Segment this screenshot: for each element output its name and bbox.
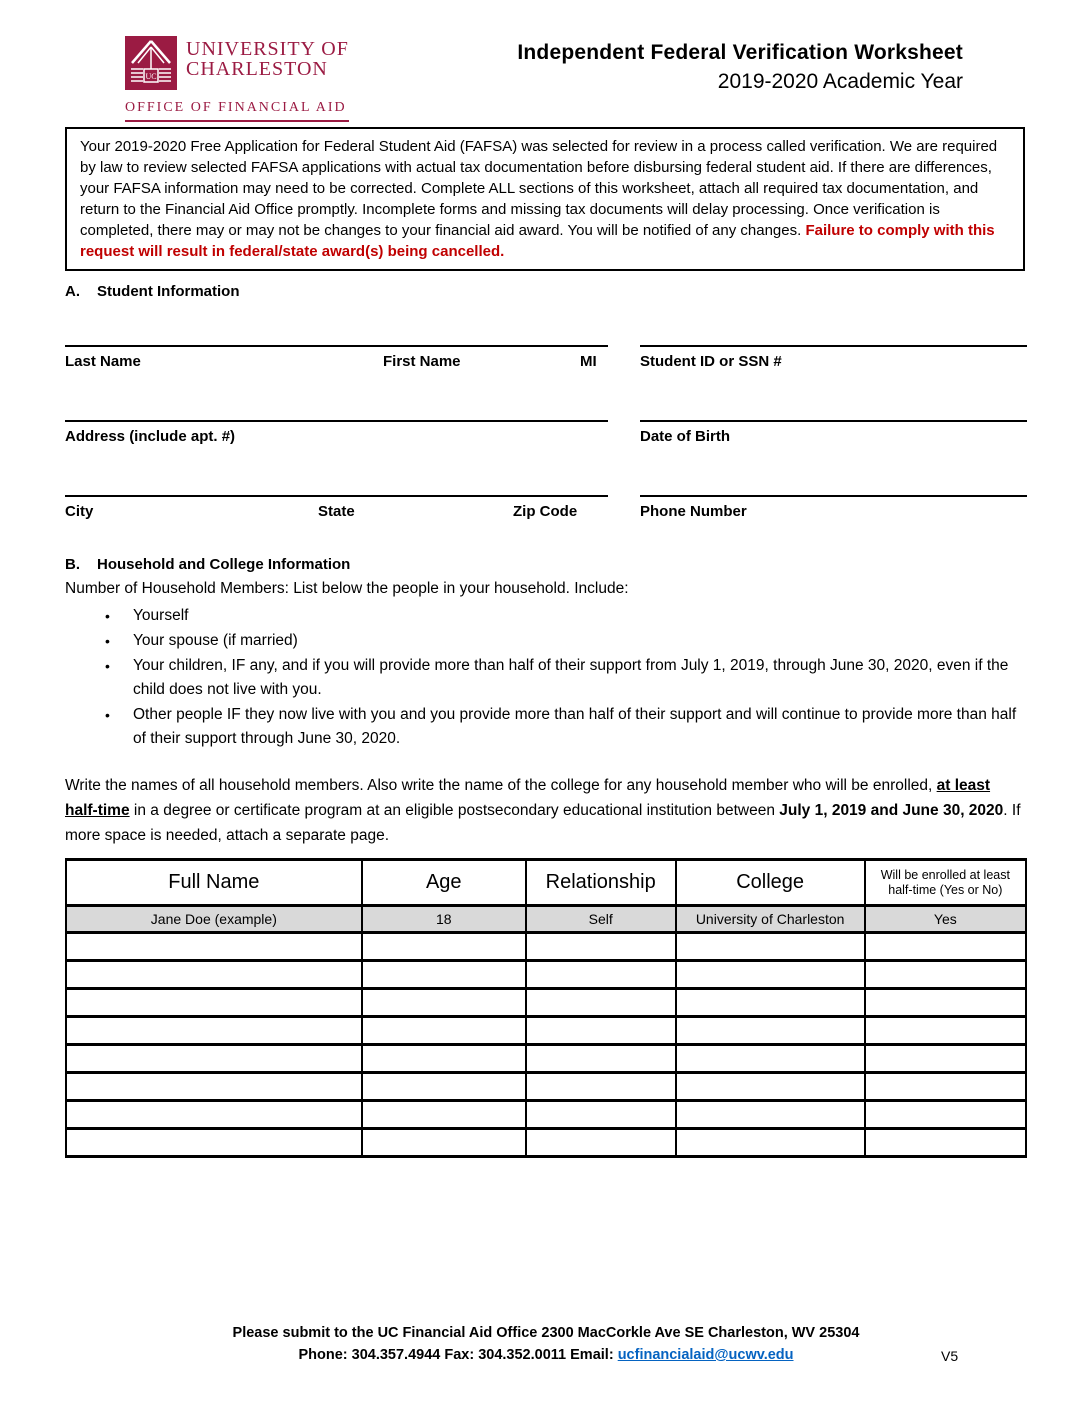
table-cell-empty (66, 1101, 362, 1129)
date-of-birth-label: Date of Birth (640, 428, 730, 445)
office-of-financial-aid-label: OFFICE OF FINANCIAL AID (125, 100, 349, 122)
list-item: • Your children, IF any, and if you will provide more than half of their support from July 1, 2019, through June 30, 2020, even if the child does not live with you. (65, 654, 1027, 702)
household-members-instruction: Number of Household Members: List below the people in your household. Include: (65, 580, 629, 597)
column-header-age: Age (362, 860, 526, 906)
table-cell-empty (362, 1101, 526, 1129)
paragraph-text: in a degree or certificate program at an eligible postsecondary educational institution between (129, 802, 780, 819)
example-half-time: Yes (865, 906, 1026, 933)
list-item: • Yourself (65, 604, 1027, 628)
version-label: V5 (941, 1348, 959, 1364)
table-row (66, 1129, 1026, 1157)
university-name-line1: UNIVERSITY OF (186, 38, 349, 60)
table-row (66, 961, 1026, 989)
table-cell-empty (676, 933, 865, 961)
table-cell-empty (362, 1073, 526, 1101)
table-cell-empty (865, 1045, 1026, 1073)
section-a-letter: A. (65, 283, 80, 300)
table-cell-empty (865, 1017, 1026, 1045)
list-item: • Your spouse (if married) (65, 629, 1027, 653)
example-college: University of Charleston (676, 906, 865, 933)
table-cell-empty (676, 1073, 865, 1101)
table-cell-empty (676, 989, 865, 1017)
table-row (66, 1045, 1026, 1073)
university-logo (125, 36, 349, 122)
table-cell-empty (66, 1073, 362, 1101)
table-cell-empty (526, 1101, 676, 1129)
zip-code-label: Zip Code (513, 503, 578, 520)
table-row (66, 1073, 1026, 1101)
table-cell-empty (526, 1045, 676, 1073)
table-cell-empty (526, 933, 676, 961)
column-header-full-name: Full Name (66, 860, 362, 906)
submit-address-line: Please submit to the UC Financial Aid Office 2300 MacCorkle Ave SE Charleston, WV 25304 (232, 1325, 860, 1341)
verification-notice-text: Your 2019-2020 Free Application for Federal Student Aid (FAFSA) was selected for review in a process called verification. We are required by law to review selected FAFSA applications with actual tax documentation before disbursing federal student aid. If there are differences, your FAFSA information may need to be corrected. Complete ALL sections of this worksheet, attach all required tax documentation, and return to the Financial Aid Office promptly. Incomplete forms and missing tax documents will delay processing. Once verification is completed, there may or may not be changes to your financial aid award. You will be notified of any changes. (80, 138, 998, 239)
document-title-block (517, 36, 963, 94)
table-cell-empty (66, 1017, 362, 1045)
email-link[interactable]: ucfinancialaid@ucwv.edu (617, 1347, 794, 1363)
first-name-label: First Name (383, 353, 461, 370)
table-cell-empty (66, 989, 362, 1017)
column-header-relationship: Relationship (526, 860, 676, 906)
table-cell-empty (676, 961, 865, 989)
table-cell-empty (526, 1017, 676, 1045)
table-row (66, 1101, 1026, 1129)
phone-number-field-line (640, 495, 1027, 565)
city-state-zip-field-line (65, 495, 608, 565)
table-cell-empty (865, 989, 1026, 1017)
academic-year-subtitle: 2019-2020 Academic Year (717, 70, 963, 93)
table-cell-empty (66, 1045, 362, 1073)
state-label: State (318, 503, 355, 520)
phone-number-label: Phone Number (640, 503, 747, 520)
example-age: 18 (362, 906, 526, 933)
table-cell-empty (66, 1129, 362, 1157)
table-cell-empty (865, 1101, 1026, 1129)
section-b (65, 556, 1027, 848)
city-label: City (65, 503, 94, 520)
table-cell-empty (362, 1045, 526, 1073)
table-cell-empty (526, 1129, 676, 1157)
page-footer (65, 1322, 1027, 1366)
section-a-title: Student Information (97, 283, 240, 300)
table-cell-empty (676, 1101, 865, 1129)
logo-monogram: UC (145, 72, 157, 81)
section-a-heading (65, 283, 240, 300)
section-b-letter: B. (65, 556, 80, 573)
table-cell-empty (362, 1129, 526, 1157)
name-field-line (65, 345, 608, 415)
contact-info: Phone: 304.357.4944 Fax: 304.352.0011 Email: (298, 1347, 614, 1363)
page-header (125, 36, 963, 122)
student-id-field-line (640, 345, 1027, 415)
paragraph-text: . If more space is needed, attach a separate page. (65, 802, 1021, 844)
table-cell-empty (865, 961, 1026, 989)
dates-emphasis: July 1, 2019 and June 30, 2020 (779, 802, 1004, 819)
section-b-title: Household and College Information (97, 556, 351, 573)
table-cell-empty (362, 933, 526, 961)
table-cell-empty (526, 989, 676, 1017)
failure-warning-text: Failure to comply with this request will result in federal/state award(s) being cancelled. (80, 222, 995, 260)
table-row (66, 989, 1026, 1017)
example-relationship: Self (526, 906, 676, 933)
table-cell-empty (66, 961, 362, 989)
paragraph-text: Write the names of all household members. Also write the name of the college for any household member who will be enrolled, (65, 777, 937, 794)
table-cell-empty (362, 989, 526, 1017)
column-header-half-time: Will be enrolled at least half-time (Yes or No) (865, 860, 1026, 906)
table-header-row (66, 860, 1026, 906)
address-label: Address (include apt. #) (65, 428, 236, 445)
half-time-emphasis: at least half-time (65, 777, 991, 819)
table-cell-empty (676, 1017, 865, 1045)
college-enrollment-paragraph (65, 773, 1027, 848)
verification-notice-box (65, 127, 1025, 271)
student-information-fields (65, 345, 1027, 570)
university-name-line2: CHARLESTON (186, 58, 328, 80)
list-item: • Other people IF they now live with you and you provide more than half of their support and will continue to provide more than half of their support through June 30, 2020. (65, 703, 1027, 751)
table-cell-empty (526, 1073, 676, 1101)
middle-initial-label: MI (580, 353, 597, 370)
university-crest-icon (125, 36, 177, 95)
household-include-list (65, 604, 1027, 751)
household-members-table (65, 858, 1027, 1158)
table-cell-empty (676, 1129, 865, 1157)
table-cell-empty (526, 961, 676, 989)
example-row (66, 906, 1026, 933)
contact-line (65, 1344, 1027, 1366)
table-row (66, 1017, 1026, 1045)
document-title: Independent Federal Verification Worksheet (517, 41, 963, 64)
section-b-heading (65, 556, 1027, 573)
table-cell-empty (865, 1129, 1026, 1157)
table-cell-empty (865, 933, 1026, 961)
address-field-line (65, 420, 608, 490)
table-cell-empty (362, 1017, 526, 1045)
university-name (186, 36, 349, 79)
table-cell-empty (362, 961, 526, 989)
table-cell-empty (865, 1073, 1026, 1101)
example-full-name: Jane Doe (example) (66, 906, 362, 933)
table-row (66, 933, 1026, 961)
table-cell-empty (66, 933, 362, 961)
date-of-birth-field-line (640, 420, 1027, 490)
column-header-college: College (676, 860, 865, 906)
table-cell-empty (676, 1045, 865, 1073)
last-name-label: Last Name (65, 353, 141, 370)
student-id-label: Student ID or SSN # (640, 353, 782, 370)
